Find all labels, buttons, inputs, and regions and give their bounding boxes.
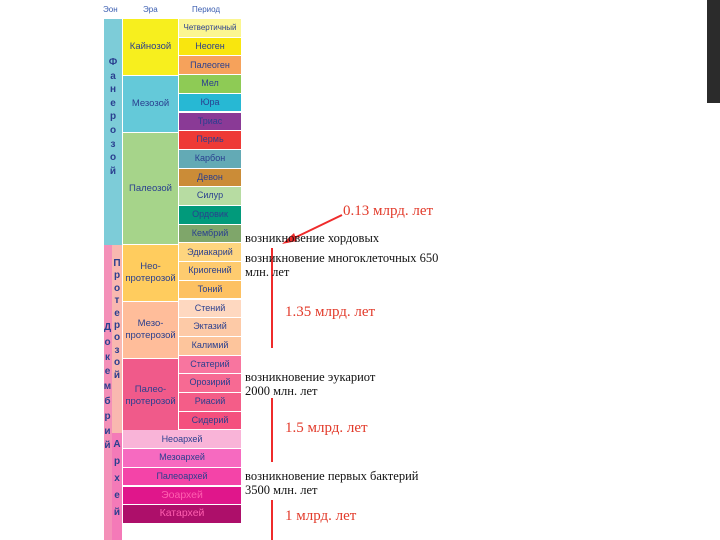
period-label: Эдиакарий (187, 246, 233, 257)
eon-letter: и (104, 425, 111, 437)
period-label: Калимий (191, 340, 229, 351)
period-label: Орозирий (189, 377, 231, 388)
eon-letter: х (114, 473, 120, 484)
eon-letter: Д (103, 322, 112, 333)
period-cell (179, 38, 241, 57)
period-cell (179, 225, 241, 244)
period-cell (179, 281, 241, 300)
header-era: Эра (143, 5, 158, 14)
period-label: Криогений (188, 265, 232, 276)
interval-label-4: 1 млрд. лет (285, 508, 357, 524)
header-eon: Эон (103, 5, 118, 14)
era-label: Нео- протерозой (125, 261, 176, 284)
eon-label-precambrian (103, 321, 112, 454)
era-label: Палео- протерозой (125, 383, 176, 407)
eon-letter: А (113, 439, 121, 450)
period-cell (179, 243, 241, 262)
eon-letter: о (113, 282, 121, 294)
period-cell (179, 94, 241, 113)
era-label: Кайнозой (129, 41, 172, 53)
eon-letter: е (114, 307, 120, 319)
period-cell (179, 56, 241, 75)
period-cell (179, 337, 241, 356)
period-label: Силур (196, 190, 224, 201)
eon-letter: й (113, 507, 121, 518)
eon-letter: к (104, 351, 110, 363)
interval-line-3 (271, 500, 273, 540)
eon-letter: р (113, 270, 121, 282)
eon-letter: н (109, 84, 117, 96)
slide-edge-bar (707, 0, 720, 103)
period-label: Девон (197, 171, 223, 182)
era-label: Мезо- протерозой (125, 318, 176, 341)
eon-letter: Ф (108, 57, 118, 68)
eon-letter: т (114, 295, 120, 307)
eon-letter: е (114, 490, 120, 501)
period-cell (179, 169, 241, 188)
period-label: Кембрий (191, 227, 229, 238)
interval-label-2: 1.35 млрд. лет (285, 304, 376, 320)
eon-letter: е (110, 97, 116, 109)
period-label: Палеоархей (156, 470, 208, 481)
eon-letter: а (110, 70, 116, 82)
period-cell (123, 430, 241, 449)
period-label: Риасий (194, 396, 226, 407)
period-label: Пермь (196, 134, 224, 145)
period-label: Мезоархей (159, 452, 205, 463)
eon-letter: р (104, 410, 111, 422)
period-label: Палеоген (190, 59, 230, 70)
eon-letter: П (113, 258, 121, 269)
period-cell (179, 300, 241, 319)
period-cell (179, 131, 241, 150)
era-label: Мезозой (131, 98, 170, 110)
period-label: Карбон (194, 153, 226, 164)
period-cell (123, 487, 241, 506)
period-cell (123, 468, 241, 487)
period-cell (123, 505, 241, 524)
eon-letter: з (110, 138, 116, 150)
eon-letter: р (113, 320, 121, 332)
interval-label-1: 0.13 млрд. лет (343, 203, 434, 219)
period-label: Стений (194, 302, 226, 313)
period-cell (179, 393, 241, 412)
period-label: Четвертичный (183, 22, 237, 32)
event-bacteria: возникновение первых бактерий 3500 млн. лет (245, 469, 419, 497)
era-mesozoic (123, 76, 178, 133)
era-label: Палеозой (129, 182, 172, 194)
event-chordates: возникновение хордовых (245, 231, 380, 245)
eon-letter: о (104, 336, 111, 348)
eon-letter: о (113, 332, 121, 344)
period-label: Юра (200, 96, 220, 107)
eon-letter: й (109, 165, 117, 177)
period-label: Эктазий (193, 321, 227, 332)
era-paleoproterozoic (123, 359, 178, 433)
period-cell (179, 412, 241, 431)
event-eukaryotes: возникновение эукариот 2000 млн. лет (245, 370, 376, 398)
period-label: Тоний (197, 283, 223, 294)
period-cell (179, 150, 241, 169)
eon-label-proterozoic (111, 258, 123, 382)
period-cell (179, 374, 241, 393)
eon-letter: й (113, 369, 121, 381)
period-cell (179, 19, 241, 38)
period-cell (179, 113, 241, 132)
period-label: Эоархей (161, 488, 203, 501)
eon-letter: о (113, 357, 121, 369)
interval-label-3: 1.5 млрд. лет (285, 420, 368, 436)
eon-letter: е (104, 366, 111, 378)
period-cell (179, 318, 241, 337)
period-cell (179, 75, 241, 94)
eon-letter: р (113, 456, 121, 467)
eon-letter: м (103, 381, 112, 393)
period-cell (179, 206, 241, 225)
header-period: Период (192, 5, 221, 14)
eon-letter: й (104, 440, 111, 452)
era-paleozoic (123, 133, 178, 245)
era-cenozoic (123, 19, 178, 76)
eon-label-phanerozoic (106, 56, 120, 178)
eon-label-archean (112, 436, 122, 521)
era-neoproterozoic (123, 245, 178, 302)
eon-letter: б (104, 395, 111, 407)
era-mesoproterozoic (123, 302, 178, 359)
eon-letter: з (114, 344, 120, 356)
period-cell (179, 356, 241, 375)
period-label: Ордовик (192, 209, 228, 220)
eon-letter: о (109, 124, 117, 136)
period-cell (179, 187, 241, 206)
period-label: Статерий (190, 358, 230, 369)
event-multicellular: возникновение многоклеточных 650 млн. лет (245, 251, 439, 279)
period-cell (179, 262, 241, 281)
period-label: Триас (197, 115, 223, 126)
interval-line-2 (271, 398, 273, 462)
period-label: Сидерий (191, 414, 229, 425)
eon-letter: р (109, 111, 117, 123)
period-cell (123, 449, 241, 468)
period-label: Мел (201, 78, 219, 89)
period-label: Неоген (195, 40, 225, 51)
period-label: Катархей (159, 507, 205, 520)
period-label: Неоархей (161, 433, 203, 444)
eon-letter: о (109, 152, 117, 164)
